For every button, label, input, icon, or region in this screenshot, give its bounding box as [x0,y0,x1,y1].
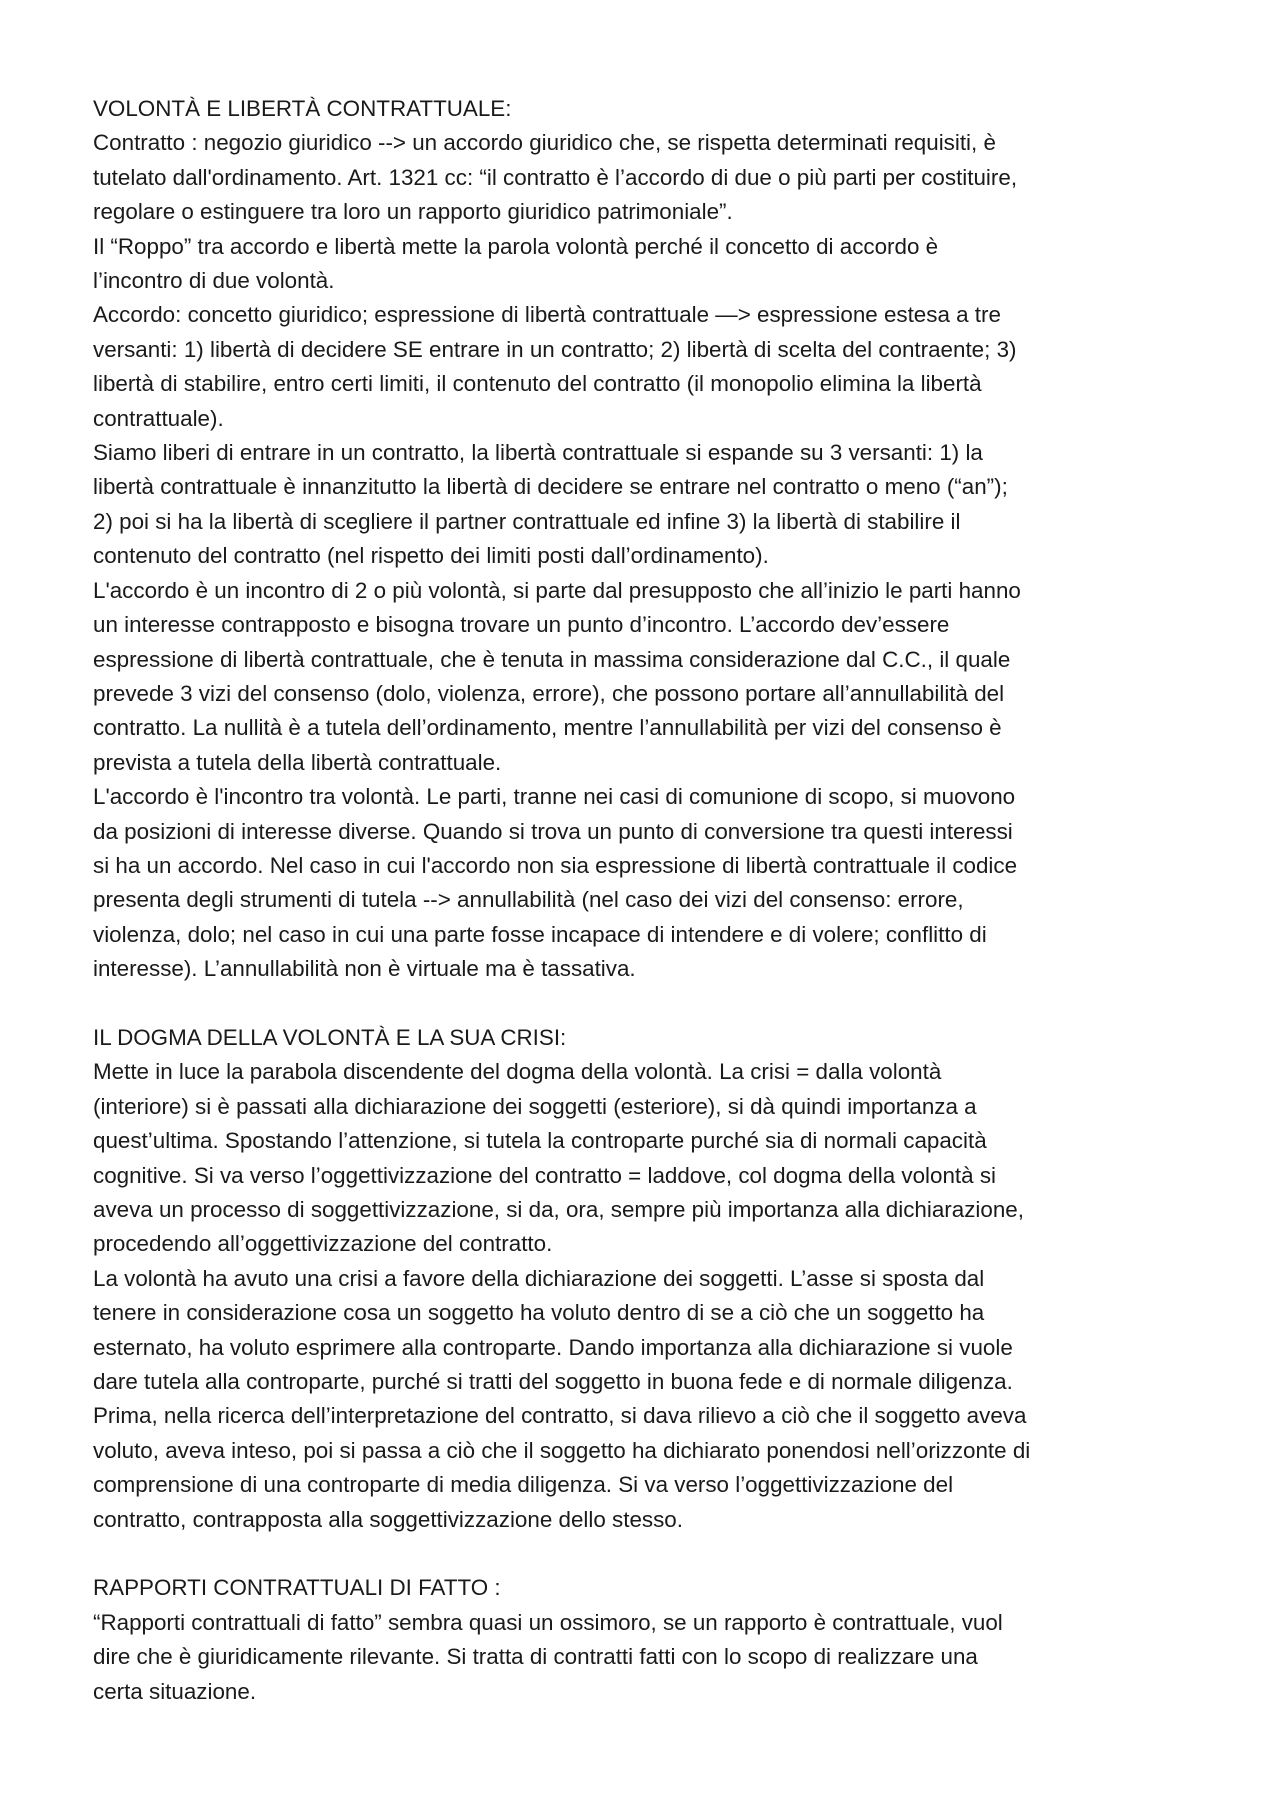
section-volonta-liberta [93,92,1203,987]
text-line: presenta degli strumenti di tutela --> annullabilità (nel caso dei vizi del consenso: errore, [93,887,964,913]
text-line: contratto, contrapposta alla soggettivizzazione dello stesso. [93,1506,683,1532]
text-line: (interiore) si è passati alla dichiarazione dei soggetti (esteriore), si dà quindi importanza a [93,1093,977,1119]
text-line: libertà di stabilire, entro certi limiti, il contenuto del contratto (il monopolio elimina la libertà [93,371,982,397]
text-line: prevede 3 vizi del consenso (dolo, violenza, errore), che possono portare all’annullabilità del [93,680,1005,706]
text-line: da posizioni di interesse diverse. Quando si trova un punto di conversione tra questi interessi [93,818,1013,844]
text-line: versanti: 1) libertà di decidere SE entrare in un contratto; 2) libertà di scelta del contraente; 3) [93,336,1017,362]
text-line: L'accordo è un incontro di 2 o più volontà, si parte dal presupposto che all’inizio le parti hanno [93,577,1021,603]
section-body [93,1055,1203,1537]
text-line: un interesse contrapposto e bisogna trovare un punto d’incontro. L’accordo dev’essere [93,612,950,638]
text-line: Mette in luce la parabola discendente del dogma della volontà. La crisi = dalla volontà [93,1059,942,1085]
text-line: Il “Roppo” tra accordo e libertà mette la parola volontà perché il concetto di accordo è [93,233,939,259]
section-body [93,126,1203,986]
text-line: si ha un accordo. Nel caso in cui l'accordo non sia espressione di libertà contrattuale il codice [93,852,1018,878]
text-line: tenere in considerazione cosa un soggetto ha voluto dentro di se a ciò che un soggetto ha [93,1300,985,1326]
text-line: esternato, ha voluto esprimere alla controparte. Dando importanza alla dichiarazione si vuole [93,1334,1013,1360]
text-line: contrattuale). [93,405,224,431]
section-heading: IL DOGMA DELLA VOLONTÀ E LA SUA CRISI: [93,1024,567,1050]
text-line: regolare o estinguere tra loro un rapporto giuridico patrimoniale”. [93,199,733,225]
text-line: “Rapporti contrattuali di fatto” sembra quasi un ossimoro, se un rapporto è contrattuale, vuol [93,1609,1003,1635]
text-line: libertà contrattuale è innanzitutto la libertà di decidere se entrare nel contratto o meno (“an”); [93,474,1008,500]
text-line: dare tutela alla controparte, purché si tratti del soggetto in buona fede e di normale diligenza. [93,1369,1013,1395]
text-line: l’incontro di due volontà. [93,268,335,294]
text-line: tutelato dall'ordinamento. Art. 1321 cc: “il contratto è l’accordo di due o più parti per costituire, [93,164,1018,190]
text-line: procedendo all’oggettivizzazione del contratto. [93,1231,553,1257]
text-line: Siamo liberi di entrare in un contratto, la libertà contrattuale si espande su 3 versanti: 1) la [93,440,983,466]
text-line: Accordo: concetto giuridico; espressione di libertà contrattuale —> espressione estesa a tre [93,302,1001,328]
document-page [93,92,1203,1709]
text-line: cognitive. Si va verso l’oggettivizzazione del contratto = laddove, col dogma della volontà si [93,1162,996,1188]
text-line: dire che è giuridicamente rilevante. Si tratta di contratti fatti con lo scopo di realizzare una [93,1644,978,1670]
section-heading: VOLONTÀ E LIBERTÀ CONTRATTUALE: [93,96,512,121]
text-line: La volontà ha avuto una crisi a favore della dichiarazione dei soggetti. L’asse si sposta dal [93,1265,985,1291]
text-line: comprensione di una controparte di media diligenza. Si va verso l’oggettivizzazione del [93,1472,954,1498]
text-line: prevista a tutela della libertà contrattuale. [93,749,502,775]
text-line: violenza, dolo; nel caso in cui una parte fosse incapace di intendere e di volere; conflitto di [93,921,987,947]
text-line: L'accordo è l'incontro tra volontà. Le parti, tranne nei casi di comunione di scopo, si muovono [93,784,1016,810]
text-line: Prima, nella ricerca dell’interpretazione del contratto, si dava rilievo a ciò che il soggetto aveva [93,1403,1027,1429]
text-line: certa situazione. [93,1678,257,1704]
text-line: contratto. La nullità è a tutela dell’ordinamento, mentre l’annullabilità per vizi del consenso è [93,715,1002,741]
text-line: 2) poi si ha la libertà di scegliere il partner contrattuale ed infine 3) la libertà di stabilire il [93,508,961,534]
text-line: voluto, aveva inteso, poi si passa a ciò che il soggetto ha dichiarato ponendosi nell’orizzonte di [93,1437,1031,1463]
section-dogma-volonta [93,1021,1203,1537]
section-heading: RAPPORTI CONTRATTUALI DI FATTO : [93,1575,501,1601]
text-line: interesse). L’annullabilità non è virtuale ma è tassativa. [93,956,636,982]
text-line: contenuto del contratto (nel rispetto dei limiti posti dall’ordinamento). [93,543,769,569]
text-line: Contratto : negozio giuridico --> un accordo giuridico che, se rispetta determinati requisiti, è [93,130,996,156]
text-line: aveva un processo di soggettivizzazione, si da, ora, sempre più importanza alla dichiarazione, [93,1196,1024,1222]
section-rapporti-contrattuali [93,1571,1203,1709]
section-body [93,1606,1203,1709]
text-line: quest’ultima. Spostando l’attenzione, si tutela la controparte purché sia di normali capacità [93,1128,987,1154]
text-line: espressione di libertà contrattuale, che è tenuta in massima considerazione dal C.C., il quale [93,646,1011,672]
